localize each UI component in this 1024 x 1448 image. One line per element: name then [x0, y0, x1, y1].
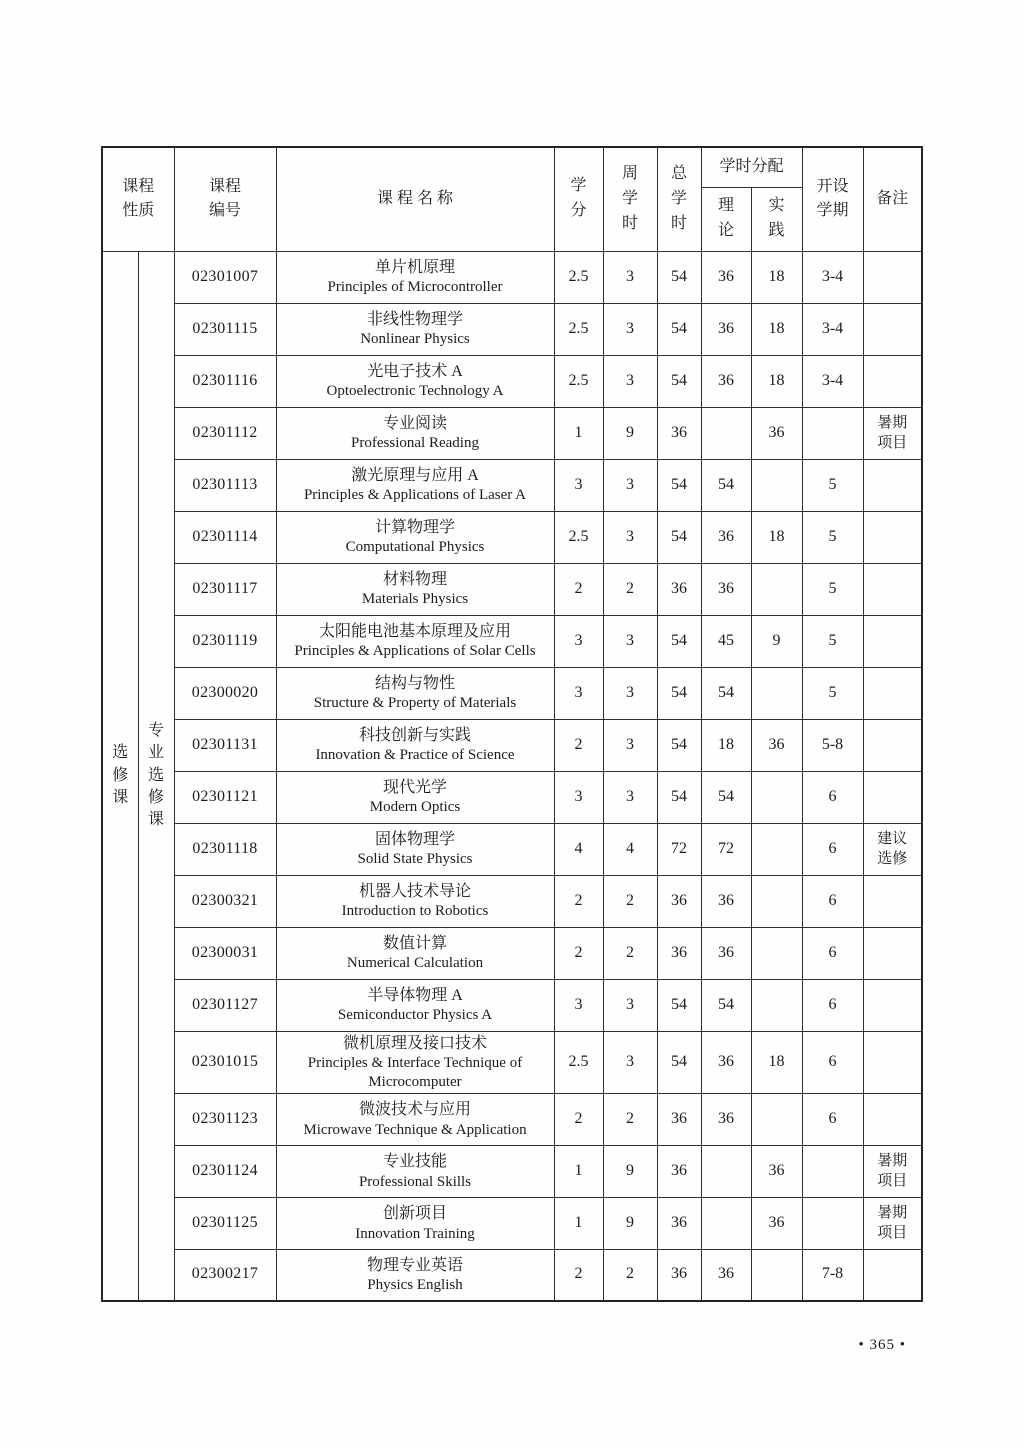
- table-row: [102, 1093, 922, 1145]
- header-course-name: 课 程 名 称: [276, 147, 554, 251]
- weekly-hours-cell: 3: [603, 511, 657, 563]
- course-name-en: Semiconductor Physics A: [337, 1007, 493, 1024]
- credits-cell: 2: [554, 927, 603, 979]
- course-name-en: Principles of Microcontroller: [327, 279, 503, 296]
- course-code-cell: 02301115: [174, 303, 276, 355]
- remark-cell: [863, 303, 922, 355]
- remark-cell: [863, 511, 922, 563]
- remark-cell: [863, 771, 922, 823]
- course-code-cell: 02301118: [174, 823, 276, 875]
- course-name-cell: [276, 407, 554, 459]
- weekly-hours-cell: 9: [603, 1145, 657, 1197]
- total-hours-cell: 54: [657, 355, 701, 407]
- course-name-zh: 微波技术与应用: [358, 1100, 471, 1118]
- header-course-code: [174, 147, 276, 251]
- remark-cell: [863, 823, 922, 875]
- weekly-hours-cell: 9: [603, 1197, 657, 1249]
- course-name-en: Professional Skills: [358, 1173, 472, 1190]
- remark-cell: [863, 1145, 922, 1197]
- course-name-cell: [276, 459, 554, 511]
- remark-cell: [863, 407, 922, 459]
- semester-cell: 3-4: [802, 251, 863, 303]
- weekly-hours-cell: 3: [603, 719, 657, 771]
- course-name-cell: [276, 927, 554, 979]
- page-number: • 365 •: [858, 1337, 906, 1353]
- course-name-en: Numerical Calculation: [346, 955, 484, 972]
- course-name-cell: [276, 823, 554, 875]
- weekly-hours-cell: 2: [603, 1093, 657, 1145]
- header-hours-allocation: 学时分配: [701, 147, 802, 187]
- theory-hours-cell: 54: [701, 667, 751, 719]
- semester-cell: 3-4: [802, 303, 863, 355]
- header-practice: [751, 187, 802, 251]
- course-code-cell: 02301117: [174, 563, 276, 615]
- course-code-cell: 02301131: [174, 719, 276, 771]
- theory-hours-cell: 36: [701, 303, 751, 355]
- category-cell-elective: [102, 251, 138, 1301]
- total-hours-cell: 54: [657, 615, 701, 667]
- course-name-cell: [276, 1093, 554, 1145]
- semester-cell: 6: [802, 771, 863, 823]
- header-weekly-hours-label: 周学时: [621, 165, 638, 232]
- course-name-cell: [276, 979, 554, 1031]
- course-code-cell: 02300217: [174, 1249, 276, 1301]
- total-hours-cell: 36: [657, 563, 701, 615]
- semester-cell: 5: [802, 615, 863, 667]
- credits-cell: 3: [554, 615, 603, 667]
- theory-hours-cell: 54: [701, 979, 751, 1031]
- practice-hours-cell: [751, 771, 802, 823]
- course-name-zh: 创新项目: [382, 1204, 447, 1222]
- credits-cell: 2: [554, 1249, 603, 1301]
- remark-text: 建议选修: [877, 830, 908, 867]
- course-name-zh: 光电子技术 A: [367, 362, 463, 380]
- course-name-zh: 太阳能电池基本原理及应用: [318, 622, 511, 640]
- category-cell-professional-elective: [138, 251, 174, 1301]
- category-cell-elective-label: 选修课: [112, 744, 129, 806]
- credits-cell: 2.5: [554, 1031, 603, 1093]
- total-hours-cell: 36: [657, 1145, 701, 1197]
- semester-cell: [802, 1197, 863, 1249]
- course-name-cell: [276, 1197, 554, 1249]
- practice-hours-cell: [751, 979, 802, 1031]
- credits-cell: 2: [554, 1093, 603, 1145]
- course-name-en: Innovation Training: [355, 1225, 475, 1242]
- semester-cell: 6: [802, 823, 863, 875]
- course-code-cell: 02301015: [174, 1031, 276, 1093]
- weekly-hours-cell: 2: [603, 563, 657, 615]
- course-code-cell: 02301007: [174, 251, 276, 303]
- total-hours-cell: 54: [657, 1031, 701, 1093]
- weekly-hours-cell: 3: [603, 979, 657, 1031]
- course-table-body: [102, 251, 922, 1301]
- course-code-cell: 02301127: [174, 979, 276, 1031]
- course-name-cell: [276, 1031, 554, 1093]
- table-row: [102, 823, 922, 875]
- course-name-cell: [276, 875, 554, 927]
- table-row: [102, 303, 922, 355]
- weekly-hours-cell: 2: [603, 1249, 657, 1301]
- theory-hours-cell: 72: [701, 823, 751, 875]
- theory-hours-cell: 36: [701, 927, 751, 979]
- practice-hours-cell: [751, 563, 802, 615]
- table-row: [102, 1249, 922, 1301]
- semester-cell: 6: [802, 875, 863, 927]
- total-hours-cell: 36: [657, 875, 701, 927]
- course-name-en: Principles & Applications of Laser A: [303, 487, 527, 504]
- credits-cell: 1: [554, 1197, 603, 1249]
- theory-hours-cell: 18: [701, 719, 751, 771]
- header-course-nature-label: 课程性质: [122, 178, 155, 220]
- remark-cell: [863, 1249, 922, 1301]
- weekly-hours-cell: 4: [603, 823, 657, 875]
- practice-hours-cell: [751, 459, 802, 511]
- table-row: [102, 459, 922, 511]
- course-name-cell: [276, 771, 554, 823]
- remark-cell: [863, 927, 922, 979]
- course-name-zh: 机器人技术导论: [358, 882, 471, 900]
- table-row: [102, 1145, 922, 1197]
- theory-hours-cell: 36: [701, 1031, 751, 1093]
- credits-cell: 4: [554, 823, 603, 875]
- course-name-cell: [276, 251, 554, 303]
- course-code-cell: 02300020: [174, 667, 276, 719]
- practice-hours-cell: 36: [751, 1197, 802, 1249]
- course-name-en: Modern Optics: [369, 799, 461, 816]
- semester-cell: [802, 407, 863, 459]
- course-name-en: Innovation & Practice of Science: [315, 747, 515, 764]
- credits-cell: 3: [554, 459, 603, 511]
- practice-hours-cell: 36: [751, 719, 802, 771]
- course-code-cell: 02301121: [174, 771, 276, 823]
- category-cell-professional-elective-label: 专业选修课: [147, 721, 164, 829]
- credits-cell: 2.5: [554, 251, 603, 303]
- theory-hours-cell: 36: [701, 251, 751, 303]
- semester-cell: 7-8: [802, 1249, 863, 1301]
- total-hours-cell: 54: [657, 251, 701, 303]
- header-remarks: 备注: [863, 147, 922, 251]
- total-hours-cell: 54: [657, 511, 701, 563]
- total-hours-cell: 54: [657, 979, 701, 1031]
- table-row: [102, 927, 922, 979]
- remark-cell: [863, 615, 922, 667]
- course-code-cell: 02301113: [174, 459, 276, 511]
- course-name-cell: [276, 615, 554, 667]
- total-hours-cell: 36: [657, 1197, 701, 1249]
- course-name-zh: 结构与物性: [374, 674, 455, 692]
- course-name-zh: 半导体物理 A: [367, 986, 463, 1004]
- header-semester-label: 开设学期: [816, 178, 849, 220]
- remark-cell: [863, 979, 922, 1031]
- course-name-en: Principles & Applications of Solar Cells: [294, 643, 536, 660]
- credits-cell: 2.5: [554, 303, 603, 355]
- credits-cell: 2: [554, 875, 603, 927]
- total-hours-cell: 36: [657, 407, 701, 459]
- semester-cell: 6: [802, 1031, 863, 1093]
- theory-hours-cell: 54: [701, 771, 751, 823]
- course-name-cell: [276, 719, 554, 771]
- credits-cell: 2.5: [554, 355, 603, 407]
- header-course-code-label: 课程编号: [208, 178, 241, 220]
- course-name-en: Microwave Technique & Application: [303, 1121, 527, 1138]
- credits-cell: 1: [554, 407, 603, 459]
- semester-cell: 6: [802, 979, 863, 1031]
- course-name-en: Nonlinear Physics: [360, 331, 470, 348]
- credits-cell: 2: [554, 563, 603, 615]
- course-code-cell: 02300031: [174, 927, 276, 979]
- credits-cell: 2: [554, 719, 603, 771]
- course-name-zh: 数值计算: [382, 934, 447, 952]
- theory-hours-cell: [701, 1145, 751, 1197]
- course-name-zh: 微机原理及接口技术: [342, 1034, 487, 1052]
- total-hours-cell: 36: [657, 927, 701, 979]
- practice-hours-cell: 18: [751, 355, 802, 407]
- total-hours-cell: 54: [657, 667, 701, 719]
- table-header: [102, 147, 922, 251]
- remark-cell: [863, 875, 922, 927]
- remark-cell: [863, 667, 922, 719]
- theory-hours-cell: 45: [701, 615, 751, 667]
- remark-cell: [863, 459, 922, 511]
- credits-cell: 3: [554, 667, 603, 719]
- course-name-zh: 单片机原理: [374, 258, 455, 276]
- course-code-cell: 02301112: [174, 407, 276, 459]
- weekly-hours-cell: 3: [603, 771, 657, 823]
- weekly-hours-cell: 3: [603, 303, 657, 355]
- table-row: [102, 979, 922, 1031]
- total-hours-cell: 36: [657, 1249, 701, 1301]
- header-total-hours-label: 总学时: [670, 165, 687, 232]
- course-code-cell: 02301116: [174, 355, 276, 407]
- course-name-en: Optoelectronic Technology A: [326, 383, 504, 400]
- course-name-zh: 专业阅读: [382, 414, 447, 432]
- weekly-hours-cell: 3: [603, 459, 657, 511]
- total-hours-cell: 72: [657, 823, 701, 875]
- table-row: [102, 875, 922, 927]
- semester-cell: 5-8: [802, 719, 863, 771]
- table-row: [102, 615, 922, 667]
- course-code-cell: 02301125: [174, 1197, 276, 1249]
- course-name-en: Computational Physics: [345, 539, 485, 556]
- credits-cell: 3: [554, 979, 603, 1031]
- remark-cell: [863, 355, 922, 407]
- table-row: [102, 251, 922, 303]
- total-hours-cell: 54: [657, 771, 701, 823]
- practice-hours-cell: [751, 667, 802, 719]
- weekly-hours-cell: 3: [603, 1031, 657, 1093]
- remark-cell: [863, 1093, 922, 1145]
- course-name-zh: 计算物理学: [374, 518, 455, 536]
- theory-hours-cell: 54: [701, 459, 751, 511]
- theory-hours-cell: 36: [701, 1249, 751, 1301]
- course-name-cell: [276, 511, 554, 563]
- practice-hours-cell: 18: [751, 1031, 802, 1093]
- table-row: [102, 667, 922, 719]
- semester-cell: 3-4: [802, 355, 863, 407]
- header-semester: [802, 147, 863, 251]
- course-name-zh: 现代光学: [382, 778, 447, 796]
- course-name-zh: 固体物理学: [374, 830, 455, 848]
- course-name-zh: 科技创新与实践: [358, 726, 471, 744]
- course-name-en: Solid State Physics: [357, 851, 473, 868]
- course-code-cell: 02301124: [174, 1145, 276, 1197]
- practice-hours-cell: [751, 1093, 802, 1145]
- weekly-hours-cell: 3: [603, 251, 657, 303]
- weekly-hours-cell: 2: [603, 927, 657, 979]
- course-name-en: Professional Reading: [351, 435, 479, 452]
- semester-cell: 5: [802, 511, 863, 563]
- course-name-en: Physics English: [367, 1277, 463, 1294]
- course-code-cell: 02301114: [174, 511, 276, 563]
- remark-text: 暑期项目: [877, 1204, 908, 1242]
- remark-cell: [863, 251, 922, 303]
- practice-hours-cell: [751, 1249, 802, 1301]
- course-table: [101, 146, 923, 1302]
- semester-cell: 5: [802, 563, 863, 615]
- practice-hours-cell: 18: [751, 303, 802, 355]
- course-name-zh: 非线性物理学: [366, 310, 463, 328]
- practice-hours-cell: [751, 823, 802, 875]
- header-credits: [554, 147, 603, 251]
- semester-cell: 6: [802, 1093, 863, 1145]
- credits-cell: 3: [554, 771, 603, 823]
- course-name-en: Introduction to Robotics: [341, 903, 489, 920]
- semester-cell: 5: [802, 459, 863, 511]
- table-row: [102, 771, 922, 823]
- course-name-en: Structure & Property of Materials: [313, 695, 517, 712]
- practice-hours-cell: [751, 927, 802, 979]
- course-code-cell: 02300321: [174, 875, 276, 927]
- theory-hours-cell: 36: [701, 1093, 751, 1145]
- course-name-zh: 专业技能: [382, 1152, 447, 1170]
- practice-hours-cell: 18: [751, 251, 802, 303]
- weekly-hours-cell: 3: [603, 615, 657, 667]
- header-weekly-hours: [603, 147, 657, 251]
- weekly-hours-cell: 9: [603, 407, 657, 459]
- weekly-hours-cell: 2: [603, 875, 657, 927]
- table-row: [102, 355, 922, 407]
- table-row: [102, 1031, 922, 1093]
- course-name-en: Materials Physics: [361, 591, 469, 608]
- practice-hours-cell: 36: [751, 1145, 802, 1197]
- header-theory: [701, 187, 751, 251]
- practice-hours-cell: 36: [751, 407, 802, 459]
- table-row: [102, 407, 922, 459]
- theory-hours-cell: 36: [701, 511, 751, 563]
- course-name-zh: 物理专业英语: [366, 1256, 463, 1274]
- course-name-zh: 激光原理与应用 A: [351, 466, 479, 484]
- header-theory-label: 理论: [717, 197, 734, 239]
- credits-cell: 1: [554, 1145, 603, 1197]
- weekly-hours-cell: 3: [603, 667, 657, 719]
- credits-cell: 2.5: [554, 511, 603, 563]
- course-name-zh: 材料物理: [382, 570, 447, 588]
- remark-text: 暑期项目: [877, 1152, 908, 1190]
- theory-hours-cell: 36: [701, 355, 751, 407]
- remark-cell: [863, 719, 922, 771]
- total-hours-cell: 54: [657, 303, 701, 355]
- course-name-en: Principles & Interface Technique of Microcomputer: [307, 1055, 523, 1090]
- remark-cell: [863, 1031, 922, 1093]
- course-name-cell: [276, 303, 554, 355]
- semester-cell: 5: [802, 667, 863, 719]
- theory-hours-cell: 36: [701, 875, 751, 927]
- remark-text: 暑期项目: [877, 414, 908, 451]
- course-code-cell: 02301123: [174, 1093, 276, 1145]
- header-practice-label: 实践: [768, 197, 785, 239]
- practice-hours-cell: 18: [751, 511, 802, 563]
- course-name-cell: [276, 355, 554, 407]
- theory-hours-cell: [701, 407, 751, 459]
- course-code-cell: 02301119: [174, 615, 276, 667]
- semester-cell: 6: [802, 927, 863, 979]
- remark-cell: [863, 563, 922, 615]
- theory-hours-cell: 36: [701, 563, 751, 615]
- course-name-cell: [276, 563, 554, 615]
- header-credits-label: 学分: [570, 177, 587, 220]
- total-hours-cell: 54: [657, 719, 701, 771]
- header-total-hours: [657, 147, 701, 251]
- header-course-nature: [102, 147, 174, 251]
- course-name-cell: [276, 1145, 554, 1197]
- course-name-cell: [276, 667, 554, 719]
- total-hours-cell: 54: [657, 459, 701, 511]
- semester-cell: [802, 1145, 863, 1197]
- practice-hours-cell: [751, 875, 802, 927]
- theory-hours-cell: [701, 1197, 751, 1249]
- course-name-cell: [276, 1249, 554, 1301]
- table-row: [102, 719, 922, 771]
- table-row: [102, 1197, 922, 1249]
- total-hours-cell: 36: [657, 1093, 701, 1145]
- remark-cell: [863, 1197, 922, 1249]
- table-row: [102, 563, 922, 615]
- weekly-hours-cell: 3: [603, 355, 657, 407]
- table-row: [102, 511, 922, 563]
- practice-hours-cell: 9: [751, 615, 802, 667]
